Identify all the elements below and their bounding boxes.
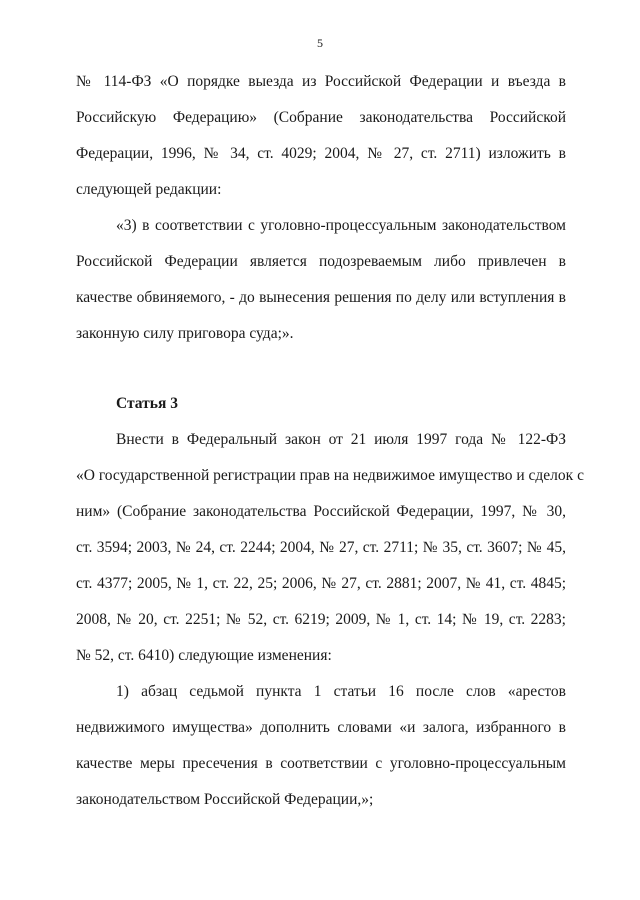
text-line: законодательством Российской Федерации,»; <box>76 791 374 808</box>
text-line: Российской Федерации является подозреваемым либо привлечен в <box>76 253 566 270</box>
article-heading: Статья 3 <box>116 395 178 412</box>
text-line: Российскую Федерацию» (Собрание законодательства Российской <box>76 109 566 126</box>
paragraph-new-wording <box>76 208 566 352</box>
text-line: законную силу приговора суда;». <box>76 325 294 342</box>
paragraph-law-122-amendment <box>76 422 584 674</box>
page-number: 5 <box>317 36 323 50</box>
text-line: ним» (Собрание законодательства Российской Федерации, 1997, № 30, <box>76 503 566 520</box>
text-line: ст. 4377; 2005, № 1, ст. 22, 25; 2006, № 27, ст. 2881; 2007, № 41, ст. 4845; <box>76 575 566 592</box>
text-line: качестве меры пресечения в соответствии с уголовно-процессуальным <box>76 755 566 772</box>
paragraph-law-114-amendment <box>76 64 566 208</box>
spacer <box>76 352 566 386</box>
document-body <box>76 64 584 818</box>
text-line: Внести в Федеральный закон от 21 июля 1997 года № 122-ФЗ <box>116 431 566 448</box>
text-line: следующей редакции: <box>76 181 222 198</box>
text-line: «О государственной регистрации прав на недвижимое имущество и сделок с <box>76 467 584 484</box>
text-line: ст. 3594; 2003, № 24, ст. 2244; 2004, № 27, ст. 2711; № 35, ст. 3607; № 45, <box>76 539 566 556</box>
text-line: № 52, ст. 6410) следующие изменения: <box>76 647 332 664</box>
text-line: 1) абзац седьмой пункта 1 статьи 16 после слов «арестов <box>116 683 566 700</box>
paragraph-item-1 <box>76 674 566 818</box>
text-line: № 114-ФЗ «О порядке выезда из Российской Федерации и въезда в <box>76 73 566 90</box>
text-line: «3) в соответствии с уголовно-процессуальным законодательством <box>116 217 566 234</box>
text-line: 2008, № 20, ст. 2251; № 52, ст. 6219; 2009, № 1, ст. 14; № 19, ст. 2283; <box>76 611 566 628</box>
text-line: качестве обвиняемого, - до вынесения решения по делу или вступления в <box>76 289 566 306</box>
text-line: недвижимого имущества» дополнить словами «и залога, избранного в <box>76 719 566 736</box>
text-line: Федерации, 1996, № 34, ст. 4029; 2004, № 27, ст. 2711) изложить в <box>76 145 566 162</box>
